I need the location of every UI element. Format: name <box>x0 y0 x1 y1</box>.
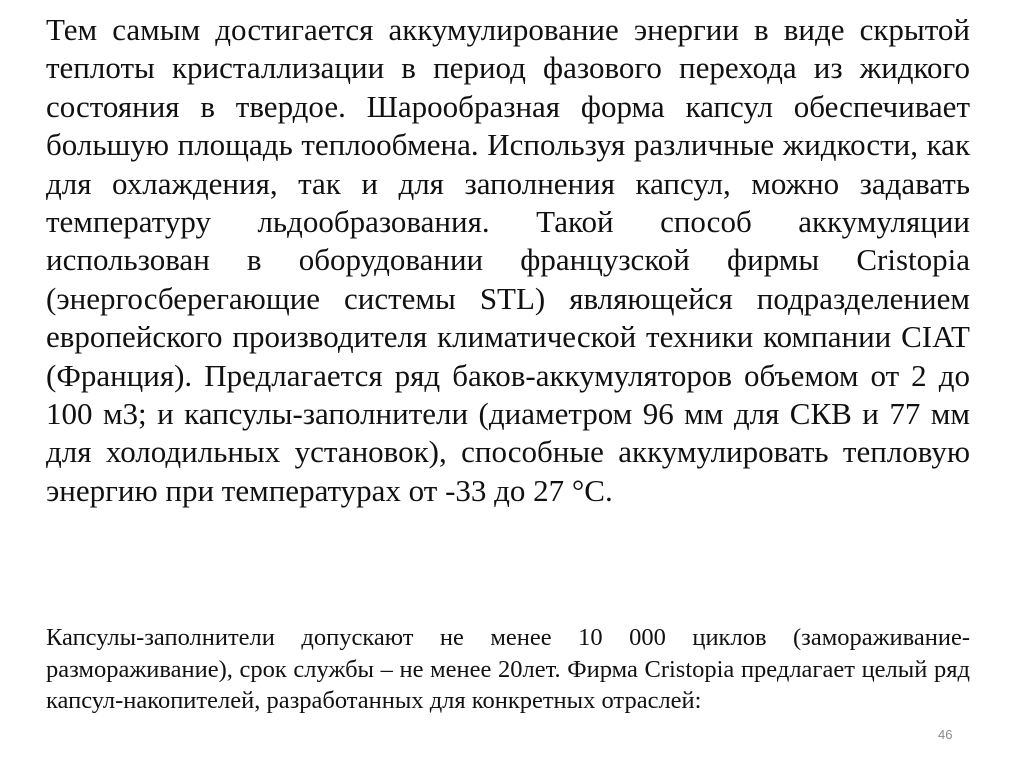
main-paragraph: Тем самым достигается аккумулирование энергии в виде скрытой теплоты кристаллизации в период фазового перехода из жидкого состояния в твердое. Шарообразная форма капсул обеспечивает большую площадь теплообмена. Используя различные жидкости, как для охлаждения, так и для заполнения капсул, можно задавать температуру льдообразования. Такой способ аккумуляции использован в оборудовании французской фирмы Cristopia (энергосберегающие системы STL) являющейся подразделением европейского производителя климатической техники компании CIAT (Франция). Предлагается ряд баков-аккумуляторов объемом от 2 до 100 м3; и капсулы-заполнители (диаметром 96 мм для СКВ и 77 мм для холодильных установок), способные аккумулировать тепловую энергию при температурах от -33 до 27 °С. <box>46 12 970 508</box>
page-number: 46 <box>938 727 953 742</box>
second-paragraph: Капсулы-заполнители допускают не менее 10 000 циклов (замораживание-размораживание), срок службы – не менее 20лет. Фирма Cristopia предлагает целый ряд капсул-накопителей, разработанных для конкретных отраслей: <box>46 624 970 714</box>
